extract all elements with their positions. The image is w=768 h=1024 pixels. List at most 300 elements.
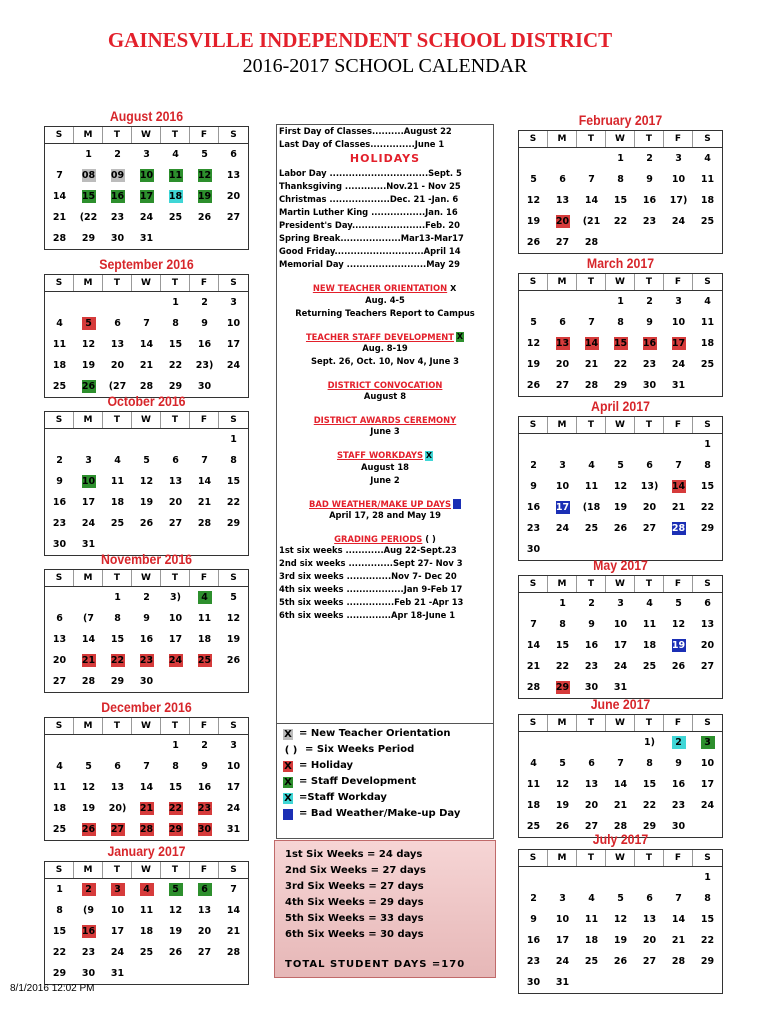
day-cell: 30 bbox=[197, 381, 212, 392]
holiday-item: Martin Luther King .................Jan. 16 bbox=[279, 207, 458, 217]
legend-row bbox=[277, 758, 493, 774]
day-cell: 8 bbox=[56, 905, 63, 916]
day-cell: 7 bbox=[201, 455, 208, 466]
day-cell: 27 bbox=[555, 380, 570, 391]
day-cell: 23 bbox=[642, 216, 657, 227]
day-cell: 2 bbox=[114, 149, 121, 160]
six-weeks-days: 5th Six Weeks = 33 days bbox=[285, 913, 424, 924]
day-cell: 2 bbox=[664, 732, 693, 753]
legend-label: =Staff Workday bbox=[299, 792, 387, 803]
month-title: March 2017 bbox=[586, 255, 655, 271]
day-cell: 11 bbox=[139, 905, 154, 916]
day-cell: 24 bbox=[168, 655, 183, 666]
day-cell: 5 bbox=[161, 879, 190, 900]
day-cell: 16 bbox=[526, 935, 541, 946]
grading-mark: ( ) bbox=[425, 534, 436, 544]
day-cell: 22 bbox=[700, 935, 715, 946]
day-cell: 1 bbox=[617, 296, 624, 307]
day-cell: 6 bbox=[56, 613, 63, 624]
day-cell: 20 bbox=[642, 935, 657, 946]
day-cell: 25 bbox=[700, 359, 715, 370]
day-cell: 24 bbox=[555, 523, 570, 534]
day-cell: 18 bbox=[139, 926, 154, 937]
day-cell bbox=[664, 232, 693, 253]
event-date: August 8 bbox=[363, 391, 407, 401]
weekday-header: S bbox=[704, 277, 711, 287]
day-cell bbox=[161, 228, 190, 249]
day-cell bbox=[664, 972, 693, 993]
day-cell: 2 bbox=[646, 296, 653, 307]
day-cell: 2 bbox=[74, 879, 103, 900]
event-title: STAFF WORKDAYS bbox=[337, 450, 423, 460]
day-cell: 21 bbox=[526, 661, 541, 672]
weekday-header: S bbox=[45, 862, 74, 878]
day-cell: 9 bbox=[530, 481, 537, 492]
day-cell bbox=[693, 232, 722, 253]
holiday-item: Labor Day ...............................Sept. 5 bbox=[279, 168, 462, 178]
weekday-header: F bbox=[190, 570, 219, 586]
day-cell: 13 bbox=[555, 338, 570, 349]
weekday-header: S bbox=[704, 134, 711, 144]
day-cell: 26 bbox=[526, 380, 541, 391]
day-cell: 15 bbox=[226, 476, 241, 487]
day-cell bbox=[693, 677, 722, 698]
day-cell: 15 bbox=[168, 782, 183, 793]
legend bbox=[276, 723, 494, 839]
day-cell: 16 bbox=[526, 502, 541, 513]
day-cell: 19 bbox=[81, 803, 96, 814]
day-cell bbox=[103, 735, 132, 756]
day-cell: 13 bbox=[110, 339, 125, 350]
day-cell: 7 bbox=[230, 884, 237, 895]
day-cell: (18 bbox=[582, 502, 601, 513]
day-cell: 12 bbox=[613, 481, 628, 492]
day-cell bbox=[161, 963, 190, 984]
weekday-header: T bbox=[577, 274, 606, 290]
day-cell: 15 bbox=[81, 191, 96, 202]
day-cell bbox=[606, 867, 635, 888]
day-cell: 26 bbox=[226, 655, 241, 666]
day-cell: 14 bbox=[197, 476, 212, 487]
holidays-list bbox=[277, 167, 493, 271]
day-cell: 20) bbox=[108, 803, 127, 814]
day-cell: 13 bbox=[584, 779, 599, 790]
day-cell: 7 bbox=[588, 317, 595, 328]
day-cell bbox=[664, 677, 693, 698]
day-cell: 9 bbox=[143, 613, 150, 624]
day-cell: 11 bbox=[52, 339, 67, 350]
grading-period: 2nd six weeks ..............Sept 27- Nov 3 bbox=[279, 558, 463, 568]
day-cell: 30 bbox=[671, 821, 686, 832]
day-cell: 27 bbox=[168, 518, 183, 529]
day-cell: 8 bbox=[617, 174, 624, 185]
month-3 bbox=[44, 551, 249, 693]
day-cell bbox=[190, 228, 219, 249]
month-title: July 2017 bbox=[592, 831, 649, 847]
day-cell bbox=[548, 732, 577, 753]
day-cell: 10 bbox=[226, 318, 241, 329]
month-9 bbox=[518, 557, 723, 699]
weekday-header: S bbox=[519, 850, 548, 866]
day-cell: 14 bbox=[671, 914, 686, 925]
day-cell: 5 bbox=[143, 455, 150, 466]
day-cell: 5 bbox=[617, 893, 624, 904]
legend-swatch-icon: X bbox=[284, 792, 292, 804]
day-cell: 10 bbox=[81, 476, 96, 487]
weekday-header: T bbox=[635, 274, 664, 290]
day-cell: 11 bbox=[642, 619, 657, 630]
day-cell: 8 bbox=[704, 893, 711, 904]
weekday-header: S bbox=[45, 412, 74, 428]
weekday-header: S bbox=[519, 576, 548, 592]
day-cell: 26 bbox=[81, 381, 96, 392]
weekday-header: S bbox=[230, 573, 237, 583]
day-cell: 21 bbox=[226, 926, 241, 937]
day-cell: 28 bbox=[526, 682, 541, 693]
month-title: April 2017 bbox=[591, 398, 650, 414]
day-cell: 2 bbox=[530, 893, 537, 904]
day-cell: 25 bbox=[110, 518, 125, 529]
day-cell: 29 bbox=[52, 968, 67, 979]
holiday-item: Memorial Day .........................May 29 bbox=[279, 259, 460, 269]
day-cell bbox=[548, 867, 577, 888]
six-weeks-days: 6th Six Weeks = 30 days bbox=[285, 929, 424, 940]
weekday-header: T bbox=[103, 412, 132, 428]
day-cell bbox=[45, 292, 74, 313]
day-cell: 31 bbox=[613, 682, 628, 693]
day-cell bbox=[45, 429, 74, 450]
weekday-header: W bbox=[606, 715, 635, 731]
day-cell: 12 bbox=[197, 170, 212, 181]
event-title: NEW TEACHER ORIENTATION bbox=[312, 283, 448, 293]
day-cell: 22 bbox=[168, 360, 183, 371]
weekday-header: W bbox=[132, 718, 161, 734]
day-cell: 08 bbox=[81, 170, 96, 181]
day-cell: 20 bbox=[226, 191, 241, 202]
legend-swatch-icon bbox=[283, 809, 293, 820]
day-cell: 18 bbox=[52, 360, 67, 371]
day-cell bbox=[74, 735, 103, 756]
day-cell: 17 bbox=[555, 502, 570, 513]
day-cell: 24 bbox=[139, 212, 154, 223]
day-cell bbox=[74, 292, 103, 313]
day-cell bbox=[635, 972, 664, 993]
weekday-header: T bbox=[161, 127, 190, 143]
day-cell: 1 bbox=[172, 740, 179, 751]
day-cell: 23 bbox=[671, 800, 686, 811]
day-cell bbox=[161, 671, 190, 692]
day-cell: 12 bbox=[526, 195, 541, 206]
weekday-header: S bbox=[230, 721, 237, 731]
day-cell: 22 bbox=[226, 497, 241, 508]
day-cell: 1 bbox=[114, 592, 121, 603]
weekday-header: S bbox=[704, 718, 711, 728]
day-cell: 24 bbox=[671, 359, 686, 370]
month-5 bbox=[44, 843, 249, 985]
day-cell: 25 bbox=[584, 523, 599, 534]
month-title: February 2017 bbox=[578, 112, 663, 128]
month-title: December 2016 bbox=[101, 699, 192, 715]
weekday-header: M bbox=[74, 718, 103, 734]
legend-swatch-icon: X bbox=[284, 776, 292, 788]
day-cell: 18 bbox=[584, 935, 599, 946]
day-cell: 5 bbox=[559, 758, 566, 769]
day-cell: 29 bbox=[642, 821, 657, 832]
day-cell: 22 bbox=[555, 661, 570, 672]
day-cell: (9 bbox=[83, 905, 94, 916]
event-title: BAD WEATHER/MAKE UP DAYS bbox=[309, 498, 451, 509]
day-cell: 8 bbox=[646, 758, 653, 769]
day-cell: 13 bbox=[197, 905, 212, 916]
day-cell: 19 bbox=[613, 935, 628, 946]
day-cell: 15 bbox=[168, 339, 183, 350]
event-date: April 17, 28 and May 19 bbox=[329, 510, 441, 520]
day-cell: 19 bbox=[526, 359, 541, 370]
day-cell: 16 bbox=[197, 782, 212, 793]
day-cell: 1 bbox=[559, 598, 566, 609]
day-cell: 27 bbox=[197, 947, 212, 958]
holidays-heading: HOLIDAYS bbox=[349, 152, 421, 165]
day-cell: 20 bbox=[555, 216, 570, 227]
day-cell: 21 bbox=[139, 803, 154, 814]
weekday-header: M bbox=[548, 131, 577, 147]
weekday-header: T bbox=[103, 275, 132, 291]
grading-period: 6th six weeks ..............Apr 18-June 1 bbox=[279, 610, 456, 620]
weekday-header: S bbox=[704, 579, 711, 589]
weekday-header: S bbox=[230, 865, 237, 875]
day-cell: 3 bbox=[230, 297, 237, 308]
day-cell: 23 bbox=[526, 956, 541, 967]
day-cell: 5 bbox=[675, 598, 682, 609]
day-cell: 18 bbox=[700, 338, 715, 349]
legend-row bbox=[277, 774, 493, 790]
day-cell: (7 bbox=[83, 613, 94, 624]
weekday-header: S bbox=[519, 715, 548, 731]
weekday-header: W bbox=[606, 131, 635, 147]
day-cell: 26 bbox=[671, 661, 686, 672]
weekday-header: S bbox=[45, 275, 74, 291]
day-cell bbox=[635, 232, 664, 253]
day-cell: 22 bbox=[168, 803, 183, 814]
day-cell: 11 bbox=[197, 613, 212, 624]
day-cell: 4 bbox=[704, 153, 711, 164]
event-block bbox=[277, 332, 493, 369]
day-cell bbox=[606, 434, 635, 455]
event-title: DISTRICT CONVOCATION bbox=[327, 380, 443, 390]
weekday-header: T bbox=[161, 718, 190, 734]
day-cell: 10 bbox=[555, 914, 570, 925]
day-cell bbox=[103, 429, 132, 450]
event-marker-icon: X bbox=[450, 283, 457, 293]
day-cell: 29 bbox=[168, 381, 183, 392]
day-cell: 21 bbox=[197, 497, 212, 508]
day-cell: 5 bbox=[230, 592, 237, 603]
day-cell: 27 bbox=[642, 956, 657, 967]
day-cell: 7 bbox=[530, 619, 537, 630]
day-cell: 21 bbox=[52, 212, 67, 223]
day-cell: 3) bbox=[170, 592, 181, 603]
day-cell: 6 bbox=[114, 761, 121, 772]
weekday-header: T bbox=[577, 417, 606, 433]
day-cell: 11 bbox=[526, 779, 541, 790]
day-cell bbox=[219, 228, 248, 249]
day-cell: 13 bbox=[168, 476, 183, 487]
day-cell: 12 bbox=[613, 914, 628, 925]
day-cell bbox=[132, 963, 161, 984]
day-cell: 16 bbox=[671, 779, 686, 790]
day-cell: 21 bbox=[81, 655, 96, 666]
day-cell bbox=[519, 291, 548, 312]
day-cell: 23 bbox=[110, 212, 125, 223]
day-cell bbox=[577, 867, 606, 888]
weekday-header: M bbox=[74, 862, 103, 878]
day-cell: 19 bbox=[613, 502, 628, 513]
day-cell: 9 bbox=[646, 317, 653, 328]
day-cell: 10 bbox=[168, 613, 183, 624]
day-cell: 5 bbox=[617, 460, 624, 471]
day-cell: 12 bbox=[226, 613, 241, 624]
day-cell: 7 bbox=[588, 174, 595, 185]
day-cell: 15 bbox=[52, 926, 67, 937]
day-cell: 29 bbox=[81, 233, 96, 244]
day-cell: 20 bbox=[197, 926, 212, 937]
day-cell: 15 bbox=[110, 634, 125, 645]
day-cell: 3 bbox=[230, 740, 237, 751]
day-cell: 20 bbox=[52, 655, 67, 666]
event-title: DISTRICT AWARDS CEREMONY bbox=[313, 415, 457, 425]
day-cell: 19 bbox=[555, 800, 570, 811]
day-cell: 6 bbox=[230, 149, 237, 160]
weekday-header: T bbox=[577, 715, 606, 731]
day-cell bbox=[132, 429, 161, 450]
day-cell bbox=[693, 375, 722, 396]
day-cell: 9 bbox=[201, 761, 208, 772]
day-cell: 21 bbox=[671, 502, 686, 513]
day-cell: 26 bbox=[613, 956, 628, 967]
day-cell: 13) bbox=[640, 481, 659, 492]
day-cell: 29 bbox=[168, 824, 183, 835]
day-cell bbox=[577, 972, 606, 993]
day-cell: 23 bbox=[584, 661, 599, 672]
month-6 bbox=[518, 112, 723, 254]
day-cell bbox=[132, 292, 161, 313]
weekday-header: W bbox=[132, 127, 161, 143]
day-cell: 23 bbox=[81, 947, 96, 958]
day-cell: 28 bbox=[584, 380, 599, 391]
day-cell: 17 bbox=[555, 935, 570, 946]
day-cell: 7 bbox=[143, 318, 150, 329]
day-cell: 17 bbox=[700, 779, 715, 790]
day-cell: 28 bbox=[226, 947, 241, 958]
day-cell: 10 bbox=[110, 905, 125, 916]
month-1 bbox=[44, 256, 249, 398]
day-cell bbox=[635, 434, 664, 455]
day-cell: 26 bbox=[526, 237, 541, 248]
weekday-header: W bbox=[606, 274, 635, 290]
day-cell: 15 bbox=[700, 914, 715, 925]
event-date: Sept. 26, Oct. 10, Nov 4, June 3 bbox=[310, 356, 460, 366]
day-cell: 6 bbox=[704, 598, 711, 609]
day-cell: 27 bbox=[555, 237, 570, 248]
day-cell bbox=[161, 429, 190, 450]
day-cell: 20 bbox=[642, 502, 657, 513]
day-cell: 29 bbox=[613, 380, 628, 391]
day-cell: 4 bbox=[172, 149, 179, 160]
month-title: September 2016 bbox=[99, 256, 194, 272]
day-cell bbox=[548, 148, 577, 169]
legend-row bbox=[277, 726, 493, 742]
legend-label: = Holiday bbox=[299, 760, 354, 771]
day-cell: 27 bbox=[584, 821, 599, 832]
day-cell: 8 bbox=[559, 619, 566, 630]
day-cell: 30 bbox=[197, 824, 212, 835]
day-cell: 17 bbox=[81, 497, 96, 508]
day-cell: 19 bbox=[226, 634, 241, 645]
day-cell: 1 bbox=[172, 297, 179, 308]
day-cell: 23 bbox=[139, 655, 154, 666]
day-cell: 18 bbox=[52, 803, 67, 814]
day-cell: 12 bbox=[671, 619, 686, 630]
day-cell: 22 bbox=[700, 502, 715, 513]
day-cell: 27 bbox=[110, 824, 125, 835]
day-cell: 1 bbox=[704, 439, 711, 450]
day-cell: 28 bbox=[197, 518, 212, 529]
day-cell: 31 bbox=[671, 380, 686, 391]
day-cell: 2 bbox=[646, 153, 653, 164]
day-cell: 8 bbox=[172, 318, 179, 329]
month-8 bbox=[518, 398, 723, 561]
day-cell: 14 bbox=[584, 338, 599, 349]
weekday-header: S bbox=[519, 131, 548, 147]
weekday-header: S bbox=[519, 274, 548, 290]
weekday-header: F bbox=[664, 417, 693, 433]
day-cell: 28 bbox=[81, 676, 96, 687]
weekday-header: W bbox=[606, 417, 635, 433]
day-cell bbox=[45, 587, 74, 608]
day-cell: (27 bbox=[108, 381, 127, 392]
day-cell bbox=[606, 232, 635, 253]
day-cell: 25 bbox=[642, 661, 657, 672]
day-cell: 8 bbox=[172, 761, 179, 772]
weekday-header: S bbox=[45, 127, 74, 143]
day-cell: 30 bbox=[81, 968, 96, 979]
day-cell: 10 bbox=[700, 758, 715, 769]
day-cell: 14 bbox=[139, 339, 154, 350]
day-cell: 6 bbox=[172, 455, 179, 466]
day-cell bbox=[635, 677, 664, 698]
day-cell: 1 bbox=[230, 434, 237, 445]
first-day: First Day of Classes..........August 22 bbox=[279, 126, 452, 136]
day-cell: 7 bbox=[675, 893, 682, 904]
holiday-item: Christmas ...................Dec. 21 -Jan. 6 bbox=[279, 194, 459, 204]
day-cell: 1 bbox=[704, 872, 711, 883]
day-cell bbox=[664, 867, 693, 888]
holiday-item: Spring Break...................Mar13-Mar17 bbox=[279, 233, 464, 243]
day-cell: 15 bbox=[700, 481, 715, 492]
weekday-header: S bbox=[230, 130, 237, 140]
month-0 bbox=[44, 108, 249, 250]
day-cell: 25 bbox=[197, 655, 212, 666]
day-cell bbox=[45, 735, 74, 756]
day-cell: 29 bbox=[110, 676, 125, 687]
day-cell: 4 bbox=[56, 318, 63, 329]
day-cell bbox=[635, 867, 664, 888]
day-cell: 25 bbox=[526, 821, 541, 832]
day-cell: 11 bbox=[52, 782, 67, 793]
month-7 bbox=[518, 255, 723, 397]
weekday-header: T bbox=[103, 718, 132, 734]
day-cell: 31 bbox=[226, 824, 241, 835]
